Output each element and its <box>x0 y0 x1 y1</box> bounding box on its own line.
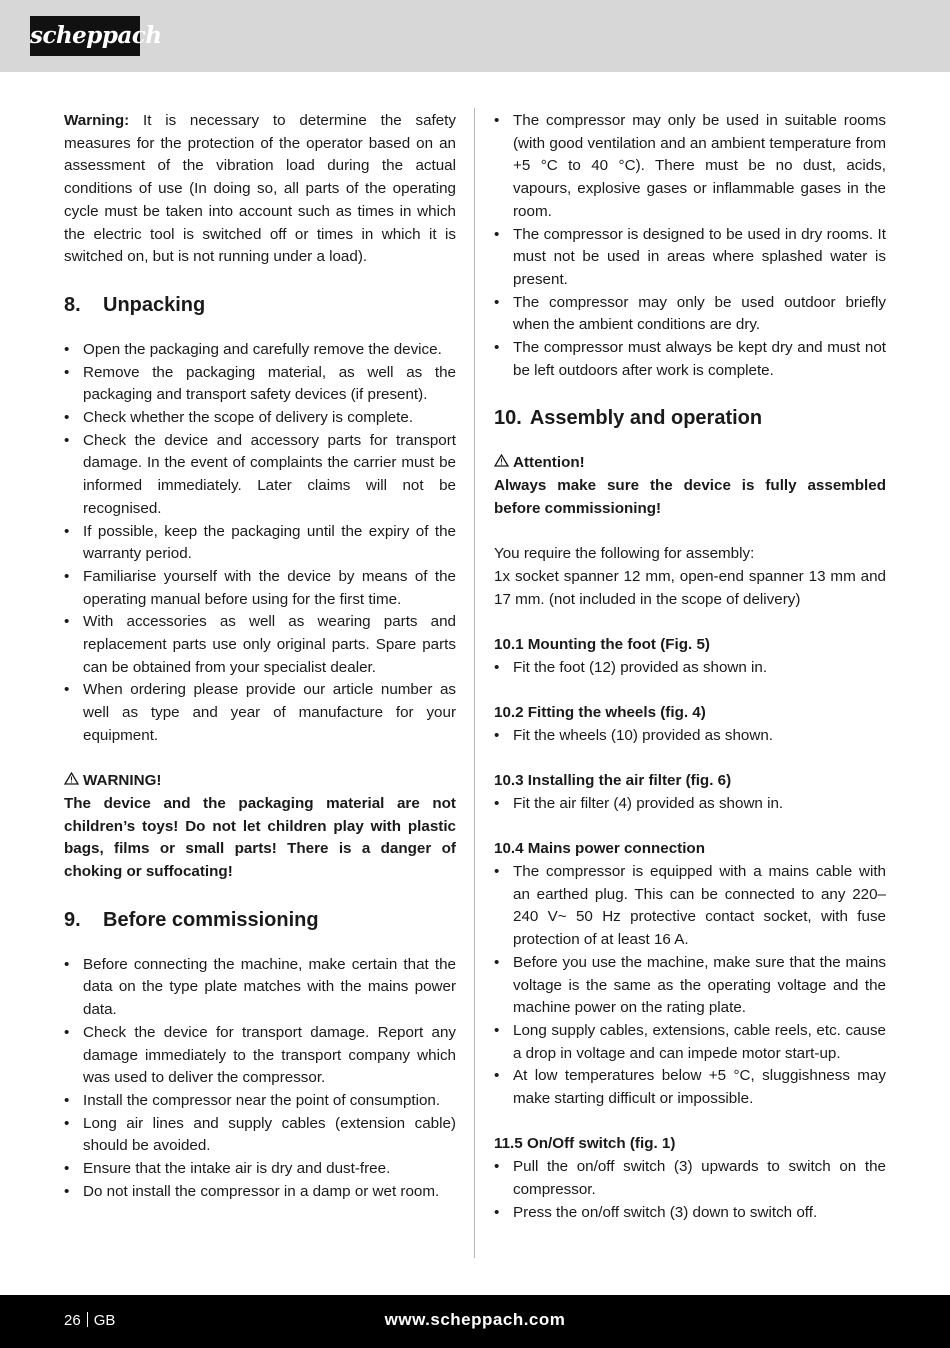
subsection-10-2-list <box>494 725 886 748</box>
list-item: • Long air lines and supply cables (extension cable) should be avoided. <box>64 1113 456 1158</box>
list-item: • At low temperatures below +5 °C, sluggishness may make starting difficult or impossible. <box>494 1065 886 1110</box>
subsection-10-2-heading: 10.2 Fitting the wheels (fig. 4) <box>494 704 706 722</box>
warning-title: WARNING! <box>64 770 456 793</box>
subsection-10-3-list <box>494 793 886 816</box>
list-item: • The compressor must always be kept dry and must not be left outdoors after work is complete. <box>494 337 886 382</box>
subsection-10-4-heading: 10.4 Mains power connection <box>494 840 705 858</box>
list-item: • Open the packaging and carefully remove the device. <box>64 339 456 362</box>
list-item: • Fit the air filter (4) provided as shown in. <box>494 793 886 816</box>
subsection-10-1-heading: 10.1 Mounting the foot (Fig. 5) <box>494 636 710 654</box>
attention-title: Attention! <box>494 452 886 475</box>
section-8-heading <box>64 293 456 317</box>
list-item: • Before connecting the machine, make certain that the data on the type plate matches with the mains power data. <box>64 954 456 1022</box>
column-divider <box>474 108 475 1258</box>
page-footer <box>0 1295 950 1348</box>
list-item: • The compressor may only be used outdoor briefly when the ambient conditions are dry. <box>494 292 886 337</box>
attention-body: Always make sure the device is fully assembled before commissioning! <box>494 477 886 517</box>
list-item: • Ensure that the intake air is dry and dust-free. <box>64 1158 456 1181</box>
section-title: Before commissioning <box>103 908 319 931</box>
section-number: 8. <box>64 293 81 316</box>
list-item: • Before you use the machine, make sure that the mains voltage is the same as the operating voltage and the machine power on the rating plate. <box>494 952 886 1020</box>
list-item: • When ordering please provide our article number as well as type and year of manufacture for your equipment. <box>64 679 456 747</box>
list-item: • If possible, keep the packaging until the expiry of the warranty period. <box>64 521 456 566</box>
section-title: Unpacking <box>103 293 206 316</box>
page-number: 26 GB <box>64 1312 116 1329</box>
warning-text: It is necessary to determine the safety measures for the protection of the operator based on an assessment of the vibration load during the actual conditions of use (In doing so, all parts of the operating cycle must be taken into account such as times in which the electric tool is switched off or times in which it is switched on, but is not running under a load). <box>64 112 456 266</box>
section-number: 9. <box>64 908 81 931</box>
warning-body: The device and the packaging material are not children’s toys! Do not let children play with plastic bags, films or small parts! There is a danger of choking or suffocating! <box>64 794 456 881</box>
before-commissioning-list <box>64 954 456 1204</box>
website-link[interactable]: www.scheppach.com <box>384 1310 566 1329</box>
subsection-11-5-list <box>494 1156 886 1224</box>
list-item: • Familiarise yourself with the device by means of the operating manual before using for the first time. <box>64 566 456 611</box>
list-item: • With accessories as well as wearing parts and replacement parts use only original parts. Spare parts can be obtained from your specialist dealer. <box>64 611 456 679</box>
section-10-heading <box>494 406 886 430</box>
warning-label: Warning: <box>64 112 130 129</box>
list-item: • The compressor is equipped with a mains cable with an earthed plug. This can be connected to any 220–240 V~ 50 Hz protective contact socket, with fuse protection of at least 16 A. <box>494 861 886 952</box>
list-item: • Install the compressor near the point of consumption. <box>64 1090 456 1113</box>
list-item: • The compressor may only be used in suitable rooms (with good ventilation and an ambient temperature from +5 °C to 40 °C). There must be no dust, acids, vapours, explosive gases or inflammable gases in the room. <box>494 110 886 224</box>
unpacking-list <box>64 339 456 748</box>
list-item: • Do not install the compressor in a damp or wet room. <box>64 1181 456 1204</box>
section-number: 10. <box>494 407 522 430</box>
section-9-heading <box>64 908 456 932</box>
list-item: • Pull the on/off switch (3) upwards to switch on the compressor. <box>494 1156 886 1201</box>
list-item: • Press the on/off switch (3) down to switch off. <box>494 1202 886 1225</box>
right-column <box>494 110 886 1224</box>
list-item: • The compressor is designed to be used in dry rooms. It must not be used in areas where splashed water is present. <box>494 224 886 292</box>
usage-conditions-list <box>494 110 886 382</box>
page-header <box>0 0 950 72</box>
subsection-10-1-list <box>494 657 886 680</box>
warning-triangle-icon <box>494 452 509 475</box>
scheppach-logo: scheppach <box>30 16 140 56</box>
vibration-warning <box>64 110 456 269</box>
list-item: • Check the device for transport damage. Report any damage immediately to the transport company which was used to deliver the compressor. <box>64 1022 456 1090</box>
list-item: • Check the device and accessory parts for transport damage. In the event of complaints the carrier must be informed immediately. Later claims will not be recognised. <box>64 430 456 521</box>
assembly-requirements: 1x socket spanner 12 mm, open-end spanner 13 mm and 17 mm. (not included in the scope of delivery) <box>494 567 886 608</box>
subsection-10-4-list <box>494 861 886 1111</box>
list-item: • Remove the packaging material, as well as the packaging and transport safety devices (if present). <box>64 362 456 407</box>
list-item: • Fit the wheels (10) provided as shown. <box>494 725 886 748</box>
list-item: • Check whether the scope of delivery is complete. <box>64 407 456 430</box>
list-item: • Long supply cables, extensions, cable reels, etc. cause a drop in voltage and can impede motor start-up. <box>494 1020 886 1065</box>
left-column <box>64 110 456 1204</box>
subsection-10-3-heading: 10.3 Installing the air filter (fig. 6) <box>494 772 732 790</box>
subsection-11-5-heading: 11.5 On/Off switch (fig. 1) <box>494 1135 676 1153</box>
warning-triangle-icon <box>64 770 79 793</box>
section-title: Assembly and operation <box>529 407 763 430</box>
list-item: • Fit the foot (12) provided as shown in. <box>494 657 886 680</box>
assembly-requirements-intro: You require the following for assembly: <box>494 545 755 563</box>
